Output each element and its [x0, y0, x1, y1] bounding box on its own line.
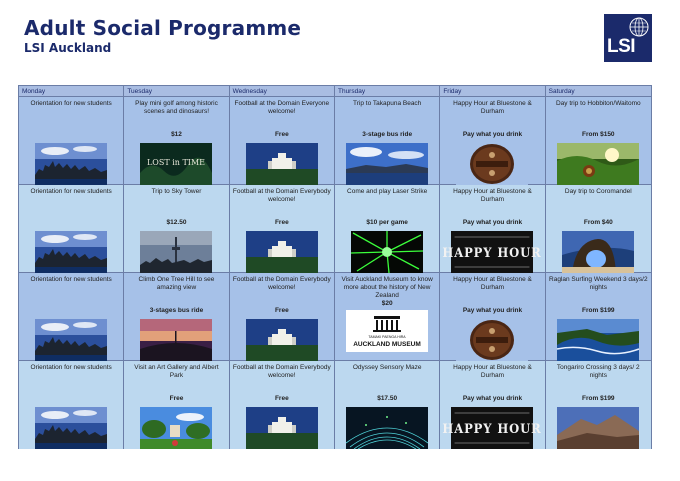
- activity-description: Day trip to Coromandel: [564, 188, 632, 195]
- activity-photo-hobbiton: [557, 143, 639, 185]
- activity-cell: [335, 361, 440, 449]
- activity-description: Orientation for new students: [30, 188, 112, 195]
- activity-description: Visit Auckland Museum to know more about the history of New Zealand: [341, 276, 433, 299]
- programme-calendar: [18, 85, 652, 449]
- activity-photo-city-skyline: [35, 143, 107, 185]
- activity-price: $12.50: [166, 219, 187, 226]
- museum-logo-text: AUCKLAND MUSEUM: [353, 341, 421, 348]
- activity-description: Raglan Surfing Weekend 3 days/2 nights: [549, 276, 648, 291]
- activity-cell: [546, 97, 651, 184]
- activity-cell: [230, 185, 335, 272]
- activity-description: Trip to Takapuna Beach: [353, 100, 422, 107]
- activity-price: From $40: [583, 219, 613, 226]
- activity-cell: [546, 185, 651, 272]
- activity-price: Free: [274, 219, 289, 226]
- activity-description: Orientation for new students: [30, 364, 112, 371]
- day-header: Thursday: [335, 86, 440, 96]
- activity-price: 3-stages bus ride: [149, 307, 204, 314]
- week-row: [19, 185, 651, 273]
- activity-photo-city-skyline: [35, 407, 107, 449]
- activity-cell: [230, 273, 335, 360]
- activity-cell: [335, 97, 440, 184]
- week-row: [19, 97, 651, 185]
- activity-cell: [124, 97, 229, 184]
- activity-description: Trip to Sky Tower: [151, 188, 202, 195]
- page-subtitle: LSI Auckland: [24, 41, 112, 55]
- activity-photo-bluestone-sign: [456, 143, 528, 185]
- activity-cell: [440, 273, 545, 360]
- logo-text: LSI: [607, 36, 636, 57]
- activity-description: Happy Hour at Bluestone & Durham: [453, 364, 532, 379]
- globe-icon: [628, 16, 650, 38]
- activity-photo-one-tree-hill: [140, 319, 212, 361]
- activity-price: Pay what you drink: [462, 395, 523, 402]
- week-rows: [19, 97, 651, 449]
- happy-hour-logo: HAPPY HOUR: [442, 420, 543, 437]
- activity-photo-albert-park: [140, 407, 212, 449]
- activity-description: Visit an Art Gallery and Albert Park: [134, 364, 219, 379]
- activity-cell: [124, 273, 229, 360]
- activity-description: Football at the Domain Everybody welcome!: [232, 188, 331, 203]
- activity-photo-domain-museum: [246, 231, 318, 273]
- activity-price: Free: [274, 395, 289, 402]
- museum-subtitle: TAMAKI PAENGA HIRA: [368, 335, 406, 339]
- lost-in-time-logo: LOST in TIME: [147, 158, 206, 167]
- activity-description: Happy Hour at Bluestone & Durham: [453, 100, 532, 115]
- happy-hour-logo: HAPPY HOUR: [442, 244, 543, 261]
- activity-photo-happy-hour: [442, 231, 543, 273]
- activity-price: 3-stage bus ride: [362, 131, 413, 138]
- activity-description: Football at the Domain Everybody welcome!: [232, 276, 331, 291]
- activity-price: From $150: [582, 131, 615, 138]
- activity-cell: [19, 273, 124, 360]
- activity-price: Free: [169, 395, 184, 402]
- activity-description: Play mini golf among historic scenes and dinosaurs!: [135, 100, 218, 115]
- activity-price: $10 per game: [366, 219, 408, 226]
- activity-price: Pay what you drink: [462, 131, 523, 138]
- week-row: [19, 273, 651, 361]
- activity-cell: [19, 185, 124, 272]
- activity-price: From $199: [582, 307, 615, 314]
- page-title: Adult Social Programme: [24, 16, 302, 40]
- activity-photo-lost-in-time: [140, 143, 212, 185]
- lsi-logo: [604, 14, 652, 62]
- activity-description: Day trip to Hobbiton/Waitomo: [555, 100, 641, 107]
- activity-price: $17.50: [377, 395, 398, 402]
- activity-photo-domain-museum: [246, 407, 318, 449]
- activity-photo-beach: [346, 143, 428, 185]
- activity-price: Free: [274, 131, 289, 138]
- activity-photo-raglan: [557, 319, 639, 361]
- activity-description: Happy Hour at Bluestone & Durham: [453, 188, 532, 203]
- activity-cell: [230, 361, 335, 449]
- activity-photo-city-skyline: [35, 319, 107, 361]
- activity-photo-city-skyline: [35, 231, 107, 273]
- activity-cell: [335, 273, 440, 360]
- day-header: Saturday: [548, 88, 575, 95]
- activity-price: $12: [171, 131, 182, 138]
- activity-cell: [124, 361, 229, 449]
- activity-description: Football at the Domain Everybody welcome!: [232, 364, 331, 379]
- day-header: Tuesday: [124, 86, 229, 96]
- day-header: Monday: [19, 86, 124, 96]
- activity-description: Football at the Domain Everyone welcome!: [234, 100, 330, 115]
- activity-description: Odyssey Sensory Maze: [352, 364, 422, 371]
- activity-cell: [335, 185, 440, 272]
- week-row: [19, 361, 651, 449]
- activity-cell: [546, 361, 651, 449]
- activity-photo-auckland-museum: [346, 310, 428, 352]
- activity-cell: [19, 361, 124, 449]
- activity-photo-domain-museum: [246, 319, 318, 361]
- activity-photo-bluestone-sign: [456, 319, 528, 361]
- activity-cell: [19, 97, 124, 184]
- activity-photo-laser: [351, 231, 423, 273]
- activity-photo-happy-hour: [442, 407, 543, 449]
- activity-cell: [440, 185, 545, 272]
- activity-price: $20: [381, 300, 393, 307]
- activity-cell: [124, 185, 229, 272]
- activity-price: From $199: [582, 395, 615, 402]
- activity-description: Come and play Laser Strike: [347, 188, 428, 195]
- activity-cell: [230, 97, 335, 184]
- activity-description: Orientation for new students: [30, 100, 112, 107]
- activity-description: Orientation for new students: [30, 276, 112, 283]
- activity-photo-tongariro: [557, 407, 639, 449]
- activity-description: Happy Hour at Bluestone & Durham: [453, 276, 532, 291]
- activity-price: Free: [274, 307, 289, 314]
- day-header: Wednesday: [230, 86, 335, 96]
- activity-cell: [546, 273, 651, 360]
- day-header: Friday: [440, 86, 545, 96]
- activity-photo-coromandel: [562, 231, 634, 273]
- activity-photo-sensory-maze: [346, 407, 428, 449]
- activity-price: Pay what you drink: [462, 219, 523, 226]
- activity-cell: [440, 361, 545, 449]
- weekday-header: [19, 86, 651, 97]
- activity-photo-sky-tower: [140, 231, 212, 273]
- activity-description: Tongariro Crossing 3 days/ 2 nights: [556, 364, 640, 379]
- activity-photo-domain-museum: [246, 143, 318, 185]
- activity-price: Pay what you drink: [462, 307, 523, 314]
- activity-description: Climb One Tree Hill to see amazing view: [138, 276, 215, 291]
- activity-cell: [440, 97, 545, 184]
